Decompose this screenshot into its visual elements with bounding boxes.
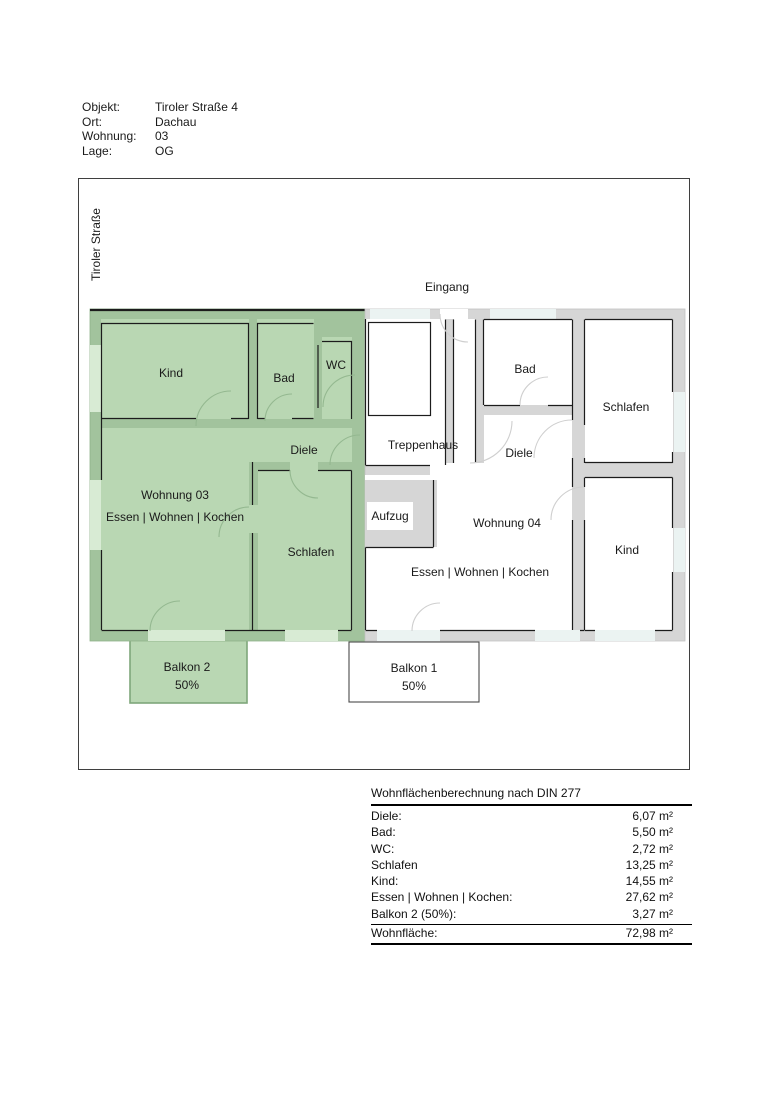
row-value: 3,27 m² <box>632 906 673 921</box>
row-value: 6,07 m² <box>632 809 673 823</box>
apartment-wohnung-04 <box>365 309 685 641</box>
row-value: 2,72 m² <box>632 841 673 856</box>
meta-value: OG <box>155 143 174 158</box>
entrance-label: Eingang <box>424 280 470 294</box>
table-row-balkon2 <box>371 906 692 922</box>
room-label-living-w04: Essen | Wohnen | Kochen <box>410 565 550 579</box>
row-value: 27,62 m² <box>625 890 673 905</box>
document-meta <box>82 100 238 158</box>
room-label-bad-w04: Bad <box>514 362 536 376</box>
row-label: Diele: <box>371 809 402 823</box>
row-label: Balkon 2 (50%): <box>371 906 457 921</box>
meta-value: 03 <box>155 129 169 144</box>
meta-label: Objekt: <box>82 100 121 114</box>
row-label: Kind: <box>371 874 399 889</box>
room-label-diele-w04: Diele <box>505 446 533 460</box>
room-label-kind-w03: Kind <box>158 366 184 380</box>
area-table-title: Wohnflächenberechnung nach DIN 277 <box>371 786 692 806</box>
meta-label: Ort: <box>82 114 102 129</box>
row-value: 13,25 m² <box>625 857 673 872</box>
meta-row-wohnung <box>82 129 238 144</box>
room-label-diele-w03: Diele <box>290 443 318 457</box>
balcony-1-label: Balkon 1 <box>390 661 438 675</box>
area-table <box>371 786 692 945</box>
balcony-1 <box>349 642 479 702</box>
table-row-wc <box>371 841 692 857</box>
room-label-wc-w03: WC <box>326 358 346 372</box>
room-label-schlafen-w04: Schlafen <box>602 400 650 414</box>
meta-row-objekt <box>82 100 238 115</box>
room-label-schlafen-w03: Schlafen <box>287 545 335 559</box>
apartment-title-w04: Wohnung 04 <box>473 516 541 530</box>
row-label: Essen | Wohnen | Kochen: <box>371 890 513 905</box>
row-label: WC: <box>371 841 395 856</box>
floorplan-drawing <box>78 178 690 770</box>
balcony-2 <box>130 640 247 703</box>
meta-value: Tiroler Straße 4 <box>155 100 238 114</box>
table-row-total <box>371 924 692 945</box>
apartment-wohnung-03 <box>90 309 365 641</box>
meta-row-ort <box>82 115 238 130</box>
total-label: Wohnfläche: <box>371 926 438 941</box>
table-row-bad <box>371 824 692 840</box>
meta-row-lage <box>82 144 238 159</box>
room-label-aufzug: Aufzug <box>371 509 409 523</box>
balcony-2-label: Balkon 2 <box>163 660 211 674</box>
table-row-living <box>371 889 692 905</box>
meta-label: Lage: <box>82 143 113 158</box>
room-label-treppenhaus: Treppenhaus <box>387 438 459 452</box>
meta-value: Dachau <box>155 114 197 129</box>
room-label-bad-w03: Bad <box>273 371 295 385</box>
meta-label: Wohnung: <box>82 129 137 144</box>
table-row-schlafen <box>371 857 692 873</box>
room-label-kind-w04: Kind <box>614 543 640 557</box>
balcony-1-percent: 50% <box>401 679 427 693</box>
street-label: Tiroler Straße <box>89 208 103 281</box>
row-value: 5,50 m² <box>632 825 673 840</box>
table-row-diele <box>371 808 692 824</box>
total-value: 72,98 m² <box>625 926 673 941</box>
balcony-2-percent: 50% <box>174 678 200 692</box>
apartment-title-w03: Wohnung 03 <box>141 488 209 502</box>
row-label: Schlafen <box>371 857 418 872</box>
row-value: 14,55 m² <box>625 874 673 889</box>
room-label-living-w03: Essen | Wohnen | Kochen <box>105 510 245 524</box>
table-row-kind <box>371 873 692 889</box>
row-label: Bad: <box>371 825 396 840</box>
